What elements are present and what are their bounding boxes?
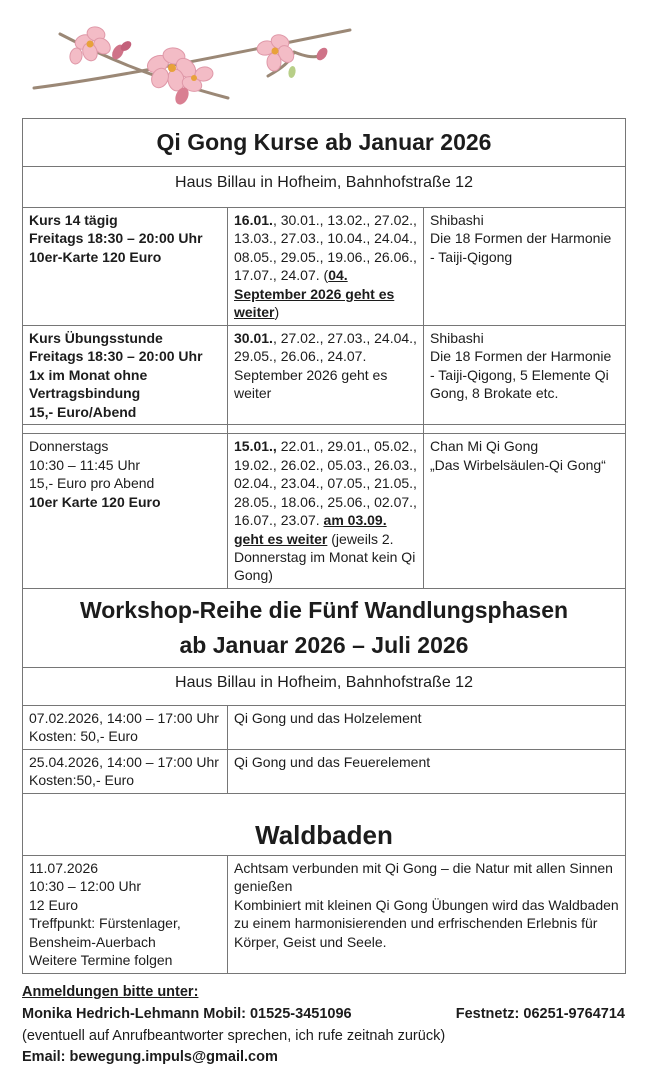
course-desc-cell [424,325,626,424]
waldbaden-row [23,855,626,973]
location-row [23,167,626,208]
workshop-topic-cell: Qi Gong und das Holzelement [228,705,626,749]
workshop-title-line2: ab Januar 2026 – Juli 2026 [179,631,469,658]
workshop-datetime: 25.04.2026, 14:00 – 17:00 Uhr [29,753,219,770]
workshop-datetime: 07.02.2026, 14:00 – 17:00 Uhr [29,709,219,726]
course-dates-tail: (jeweils 2. Donnerstag im Monat kein Qi Gong) [234,530,416,584]
course-first-date: 30.01. [234,329,273,346]
workshop-cost: Kosten:50,- Euro [29,772,135,789]
course-info-line: 10:30 – 11:45 Uhr [29,456,141,473]
waldbaden-description-paragraph: Kombiniert mit kleinen Qi Gong Übungen wird das Waldbaden zu einem harmonisierenden und erfrischenden Erlebnis für Körper, Geist und Seele. [234,896,619,950]
blossoms [69,25,330,107]
workshop-title-row [23,588,626,667]
contact-name-mobile: Monika Hedrich-Lehmann Mobil: 01525-3451096 [22,1005,352,1022]
waldbaden-details-cell [23,855,228,973]
contact-footer [22,982,625,1069]
course-first-date: 16.01. [234,212,273,228]
course-row [23,434,626,589]
course-desc-cell [424,208,626,326]
waldbaden-detail-line: 11.07.2026 [29,859,99,876]
course-info-line: 1x im Monat ohne Vertragsbindung [29,366,148,402]
course-info-line: Donnerstags [29,438,109,455]
waldbaden-detail-line: 10:30 – 12:00 Uhr [29,878,142,895]
workshop-row [23,749,626,793]
schedule-table [22,118,626,974]
spacer-cell [228,425,424,434]
spacer-row [23,425,626,434]
course-dates: 22.01., 29.01., 05.02., 19.02., 26.02., 05.03., 26.03., 02.04., 23.04., 07.05., 21.05., 28.05., 18.06., 25.06., 02.07., 16.07., 23.07. [234,438,417,529]
workshop-location-row [23,667,626,705]
waldbaden-detail-line: Bensheim-Auerbach [29,933,156,950]
workshop-cost: Kosten: 50,- Euro [29,728,138,745]
waldbaden-title: Waldbaden [23,793,626,855]
course-dates-note: am 03.09. geht es weiter [234,512,387,547]
workshop-title-line1: Workshop-Reihe die Fünf Wandlungsphasen [79,597,569,624]
course-info-cell [23,434,228,589]
waldbaden-detail-line: Weitere Termine folgen [29,952,173,969]
title-row [23,119,626,167]
course-style-name: Shibashi [430,212,484,228]
waldbaden-description-paragraph: Achtsam verbunden mit Qi Gong – die Natur mit allen Sinnen genießen [234,859,613,895]
course-info-line: 10er-Karte 120 Euro [29,248,162,265]
contact-email: Email: bewegung.impuls@gmail.com [22,1049,278,1066]
course-style-name: Chan Mi Qi Gong [430,438,539,455]
waldbaden-detail-line: Treffpunkt: Fürstenlager, [29,915,181,932]
waldbaden-detail-line: 12 Euro [29,896,79,913]
course-info-line: 15,- Euro/Abend [29,403,137,420]
course-dates-cell [228,434,424,589]
course-first-date: 15.01., [234,438,277,455]
course-info-line: 15,- Euro pro Abend [29,475,155,492]
course-dates-cell [228,325,424,424]
workshop-topic-cell: Qi Gong und das Feuerelement [228,749,626,793]
course-info-line: Freitags 18:30 – 20:00 Uhr [29,230,203,247]
course-info-line-bold: 10er Karte 120 Euro [29,493,161,510]
contact-line [22,1004,625,1026]
course-style-desc: „Das Wirbelsäulen-Qi Gong“ [430,456,606,473]
registration-heading: Anmeldungen bitte unter: [22,984,199,1000]
course-dates: , 27.02., 27.03., 24.04., 29.05., 26.06., 24.07. September 2026 geht es weiter [234,329,417,402]
page-title: Qi Gong Kurse ab Januar 2026 [23,119,626,167]
cherry-blossom-illustration [32,16,352,112]
workshop-location-text: Haus Billau in Hofheim, Bahnhofstraße 12 [23,667,626,705]
answering-machine-note: (eventuell auf Anrufbeantworter sprechen, ich rufe zeitnah zurück) [22,1027,446,1044]
course-style-desc: Die 18 Formen der Harmonie - Taiji-Qigong, 5 Elemente Qi Gong, 8 Brokate etc. [430,348,612,402]
course-info-line: Kurs Übungsstunde [29,329,163,346]
spacer-cell [424,425,626,434]
course-dates-tail: ) [274,304,280,321]
course-info-cell [23,325,228,424]
course-dates: , 30.01., 13.02., 27.02., 13.03., 27.03., 10.04., 24.04., 08.05., 29.05., 19.06., 26.06., 17.07., 24.07. ( [234,212,417,284]
spacer-cell [23,425,228,434]
course-row [23,208,626,326]
contact-landline: Festnetz: 06251-9764714 [455,1005,625,1022]
course-style-name: Shibashi [430,329,484,346]
course-info-line: Kurs 14 tägig [29,212,118,228]
course-info-line: Freitags 18:30 – 20:00 Uhr [29,348,203,365]
location-text: Haus Billau in Hofheim, Bahnhofstraße 12 [23,167,626,208]
workshop-when-cell [23,705,228,749]
course-info-cell [23,208,228,326]
workshop-row [23,705,626,749]
workshop-title [23,588,626,667]
waldbaden-title-row [23,793,626,855]
course-row [23,325,626,424]
course-desc-cell [424,434,626,589]
workshop-when-cell [23,749,228,793]
course-style-desc: Die 18 Formen der Harmonie - Taiji-Qigong [430,230,612,265]
course-dates-cell [228,208,424,326]
course-dates-note: 04. September 2026 geht es weiter [234,267,395,321]
waldbaden-description-cell [228,855,626,973]
